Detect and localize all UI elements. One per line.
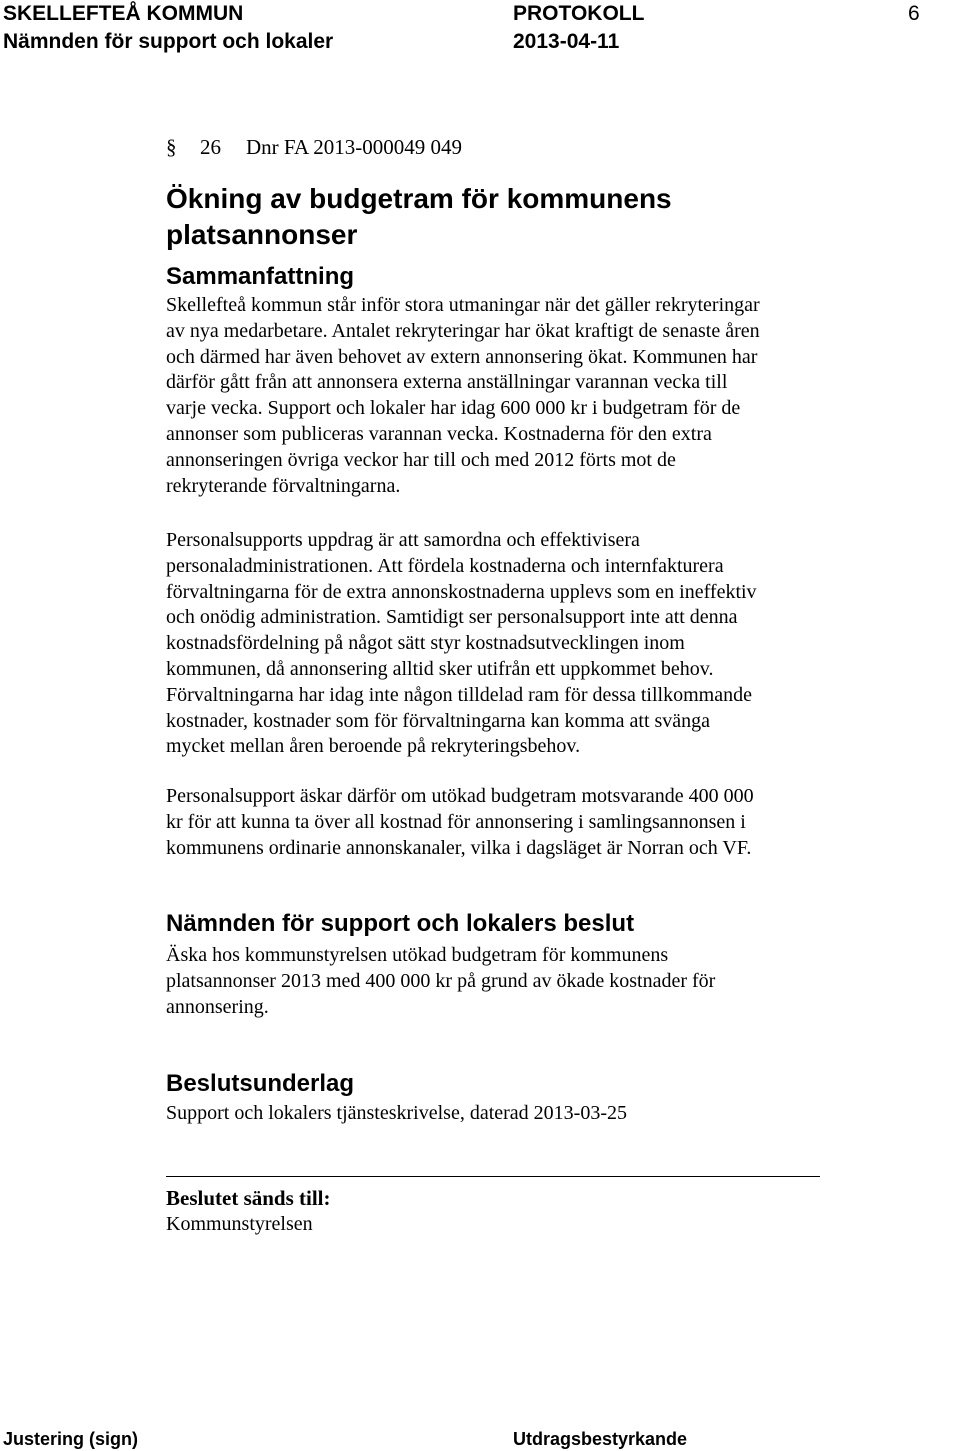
section-symbol: § [166,135,177,159]
basis-heading: Beslutsunderlag [166,1070,355,1097]
header-committee: Nämnden för support och lokaler [3,30,334,53]
text-line: kommunens ordinarie annonskanaler, vilka i dagsläget är Norran och VF. [166,836,752,859]
page-title-line-1: Ökning av budgetram för kommunens [166,183,672,214]
text-line: förvaltningarna för de extra annonskostnaderna upplevs som en ineffektiv [166,580,757,603]
text-line: annonsering. [166,995,269,1018]
text-line: Förvaltningarna har idag inte någon tilldelad ram för dessa tillkommande [166,683,752,706]
header-page-number: 6 [908,2,920,25]
text-line: annonseringen övriga veckor har till och med 2012 förts mot de [166,448,676,471]
text-line: platsannonser 2013 med 400 000 kr på grund av ökade kostnader för [166,969,716,992]
distribution-label: Beslutet sänds till: [166,1186,331,1210]
text-line: Äska hos kommunstyrelsen utökad budgetram för kommunens [166,944,669,966]
distribution-recipient: Kommunstyrelsen [166,1213,313,1235]
text-line: rekryterande förvaltningarna. [166,474,401,497]
text-line: Personalsupport äskar därför om utökad budgetram motsvarande 400 000 [166,785,754,807]
text-line: kostnader, kostnader som för förvaltningarna kan komma att svänga [166,709,711,732]
divider [166,1176,820,1177]
text-line: varje vecka. Support och lokaler har idag 600 000 kr i budgetram för de [166,397,741,420]
header-date: 2013-04-11 [513,30,620,53]
case-reference: Dnr FA 2013-000049 049 [246,135,463,159]
text-line: kostnadsfördelning på något sätt styr kostnadsutvecklingen inom [166,632,685,655]
basis-text [166,1101,846,1127]
text-line: personaladministrationen. Att fördela kostnaderna och internfakturera [166,554,724,577]
text-line: mycket mellan åren beroende på rekryteringsbehov. [166,735,581,758]
text-line: och onödig administration. Samtidigt ser personalsupport inte att denna [166,606,738,629]
text-line: Personalsupports uppdrag är att samordna och effektivisera [166,529,640,551]
section-number: 26 [200,135,221,159]
header-document-type: PROTOKOLL [513,2,645,25]
case-line [166,133,462,161]
text-line: därför gått från att annonsera externa anställningar varannan vecka till [166,371,728,394]
header-organization: SKELLEFTEÅ KOMMUN [3,2,244,25]
text-line: och därmed har även behovet av extern annonsering ökat. Kommunen har [166,345,758,368]
summary-paragraph-1 [166,293,846,499]
summary-paragraph-2 [166,528,846,760]
page-title-line-2: platsannonser [166,219,358,250]
decision-text [166,943,846,1020]
text-line: Skellefteå kommun står inför stora utmaningar när det gäller rekryteringar [166,294,760,316]
text-line: kr för att kunna ta över all kostnad för annonsering i samlingsannonsen i [166,810,746,833]
footer-signature-label: Justering (sign) [3,1429,139,1449]
footer-extract-label: Utdragsbestyrkande [513,1429,688,1449]
summary-paragraph-3 [166,784,846,861]
text-line: annonser som publiceras varannan vecka. Kostnaderna för den extra [166,422,712,445]
text-line: av nya medarbetare. Antalet rekryteringar har ökat kraftigt de senaste åren [166,319,760,342]
text-line: Support och lokalers tjänsteskrivelse, daterad 2013-03-25 [166,1102,627,1124]
decision-heading: Nämnden för support och lokalers beslut [166,910,635,937]
text-line: kommunen, då annonsering alltid sker utifrån ett uppkommet behov. [166,657,714,680]
summary-heading: Sammanfattning [166,263,355,290]
